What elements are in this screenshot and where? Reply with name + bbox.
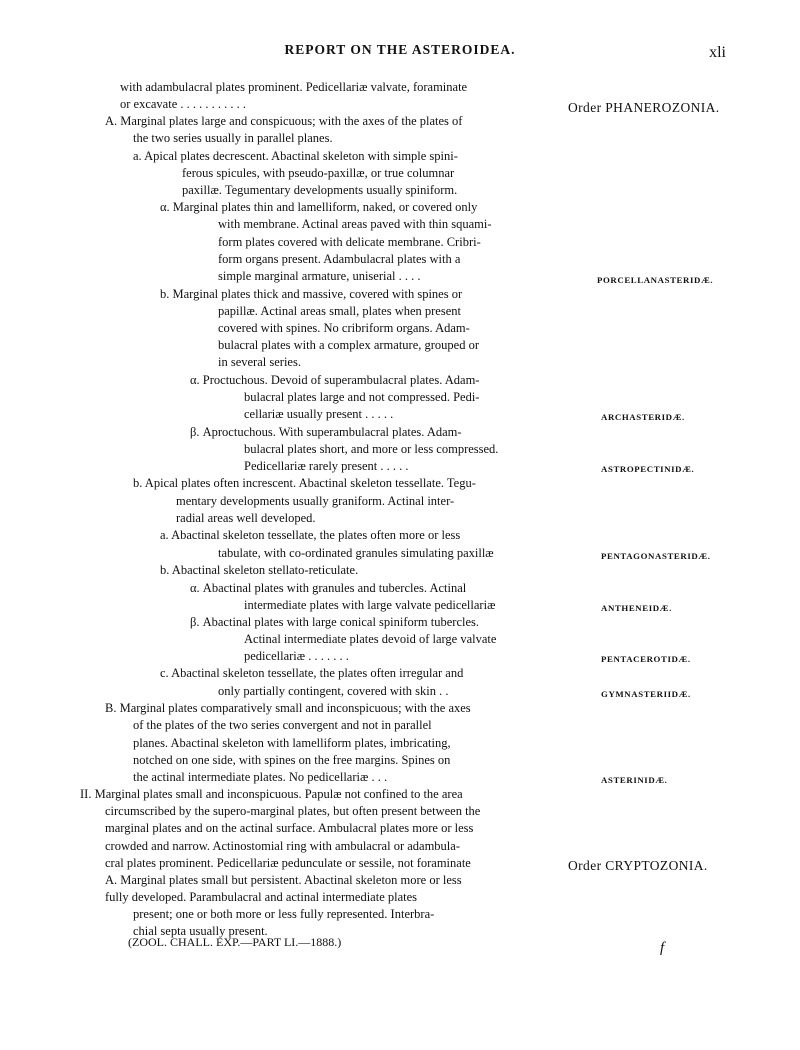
text-line: crowded and narrow. Actinostomial ring with ambulacral or adambula- [105, 839, 460, 853]
text-line: fully developed. Parambulacral and actinal intermediate plates [105, 890, 418, 904]
family-name-astropectinidae: ASTROPECTINIDÆ. [601, 464, 695, 474]
family-name-antheneidae: ANTHENEIDÆ. [601, 603, 672, 613]
text-line: form organs present. Adambulacral plates with a [218, 252, 461, 266]
order-heading-cryptozonia: Order CRYPTOZONIA. [568, 858, 708, 873]
imprint-footer: (ZOOL. CHALL. EXP.—PART LI.—1888.) [128, 935, 342, 949]
text-line: paxillæ. Tegumentary developments usually spiniform. [182, 183, 458, 197]
text-line: intermediate plates with large valvate pedicellariæ [244, 598, 496, 612]
text-line: b. Apical plates often increscent. Abactinal skeleton tessellate. Tegu- [133, 476, 476, 490]
text-line: b. Marginal plates thick and massive, covered with spines or [160, 287, 463, 301]
text-line: bulacral plates with a complex armature, grouped or [218, 338, 480, 352]
text-line: A. Marginal plates small but persistent. Abactinal skeleton more or less [105, 873, 462, 887]
family-name-gymnasteriidae: GYMNASTERIIDÆ. [601, 689, 691, 699]
text-line: A. Marginal plates large and conspicuous; with the axes of the plates of [105, 114, 463, 128]
text-line: the actinal intermediate plates. No pedicellariæ . . . [133, 770, 388, 784]
text-line: cellariæ usually present . . . . . [244, 407, 394, 421]
text-line: β. Abactinal plates with large conical spiniform tubercles. [190, 615, 480, 629]
text-line: with membrane. Actinal areas paved with thin squami- [218, 217, 492, 231]
text-line: mentary developments usually graniform. Actinal inter- [176, 494, 455, 508]
text-line: ferous spicules, with pseudo-paxillæ, or true columnar [182, 166, 455, 180]
text-line: the two series usually in parallel planes. [133, 131, 333, 145]
text-line: c. Abactinal skeleton tessellate, the plates often irregular and [160, 666, 464, 680]
text-line: α. Marginal plates thin and lamelliform, naked, or covered only [160, 200, 478, 214]
text-line: papillæ. Actinal areas small, plates when present [218, 304, 461, 318]
text-line: radial areas well developed. [176, 511, 316, 525]
text-line: chial septa usually present. [133, 924, 268, 938]
text-line: tabulate, with co-ordinated granules simulating paxillæ [218, 546, 494, 560]
text-line: α. Abactinal plates with granules and tubercles. Actinal [190, 581, 467, 595]
text-line: form plates covered with delicate membrane. Cribri- [218, 235, 481, 249]
text-line: present; one or both more or less fully represented. Interbra- [133, 907, 435, 921]
text-line: β. Aproctuchous. With superambulacral plates. Adam- [190, 425, 462, 439]
text-line: Actinal intermediate plates devoid of large valvate [244, 632, 497, 646]
text-line: simple marginal armature, uniserial . . . . [218, 269, 421, 283]
running-header: REPORT ON THE ASTEROIDEA. [284, 42, 516, 57]
text-line: of the plates of the two series convergent and not in parallel [133, 718, 432, 732]
text-line: B. Marginal plates comparatively small and inconspicuous; with the axes [105, 701, 471, 715]
text-line: covered with spines. No cribriform organs. Adam- [218, 321, 470, 335]
text-line: in several series. [218, 355, 301, 369]
text-line: cral plates prominent. Pedicellariæ pedunculate or sessile, not foraminate [105, 856, 471, 870]
text-line: α. Proctuchous. Devoid of superambulacral plates. Adam- [190, 373, 480, 387]
family-name-pentagonasteridae: PENTAGONASTERIDÆ. [601, 551, 711, 561]
text-line: a. Abactinal skeleton tessellate, the plates often more or less [160, 528, 461, 542]
family-name-porcellanasteridae: PORCELLANASTERIDÆ. [597, 275, 714, 285]
text-line: b. Abactinal skeleton stellato-reticulate. [160, 563, 359, 577]
page-number: xli [709, 44, 726, 61]
text-line: planes. Abactinal skeleton with lamelliform plates, imbricating, [133, 736, 451, 750]
text-line: with adambulacral plates prominent. Pedicellariæ valvate, foraminate [120, 80, 468, 94]
signature-mark: f [660, 940, 665, 956]
text-line: only partially contingent, covered with skin . . [218, 684, 449, 698]
order-heading-phanerozonia: Order PHANEROZONIA. [568, 100, 720, 115]
text-line: bulacral plates large and not compressed. Pedi- [244, 390, 480, 404]
text-line: marginal plates and on the actinal surface. Ambulacral plates more or less [105, 821, 474, 835]
family-name-archasteridae: ARCHASTERIDÆ. [601, 412, 685, 422]
family-name-pentacerotidae: PENTACEROTIDÆ. [601, 654, 691, 664]
family-name-asterinidae: ASTERINIDÆ. [601, 775, 668, 785]
text-line: bulacral plates short, and more or less compressed. [244, 442, 499, 456]
text-line: notched on one side, with spines on the free margins. Spines on [133, 753, 451, 767]
text-line: circumscribed by the supero-marginal plates, but often present between the [105, 804, 481, 818]
text-line: Pedicellariæ rarely present . . . . . [244, 459, 409, 473]
text-line: or excavate . . . . . . . . . . . [120, 97, 247, 111]
text-line: a. Apical plates decrescent. Abactinal skeleton with simple spini- [133, 149, 458, 163]
text-line: II. Marginal plates small and inconspicuous. Papulæ not confined to the area [80, 787, 463, 801]
text-line: pedicellariæ . . . . . . . [244, 649, 349, 663]
